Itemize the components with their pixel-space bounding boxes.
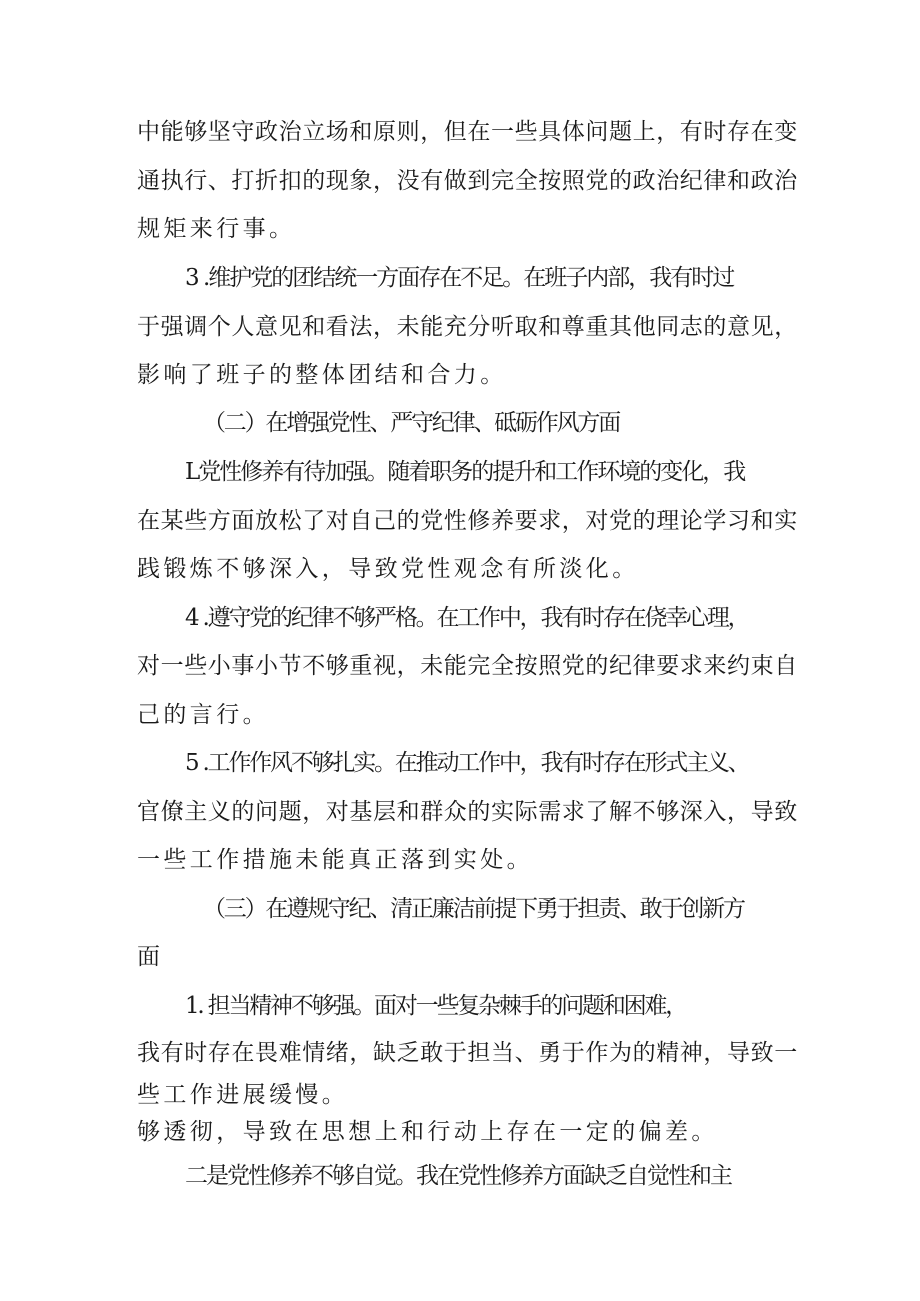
paragraph-line: 官僚主义的问题，对基层和群众的实际需求了解不够深入，导致 [137, 799, 798, 825]
paragraph-line: 规矩来行事。 [137, 216, 296, 242]
section-heading: （三）在遵规守纪、清正廉洁前提下勇于担责、敢于创新方 [203, 896, 744, 922]
paragraph-line: L党性修养有待加强。随着职务的提升和工作环境的变化，我 [185, 459, 745, 485]
paragraph-line: 己的言行。 [137, 702, 269, 728]
paragraph-line: 中能够坚守政治立场和原则，但在一些具体问题上，有时存在变 [137, 119, 798, 145]
paragraph-line: 通执行、打折扣的现象，没有做到完全按照党的政治纪律和政治 [137, 168, 798, 194]
paragraph-line: 于强调个人意见和看法，未能充分听取和尊重其他同志的意见， [137, 314, 798, 340]
section-heading-cont: 面 [137, 944, 164, 970]
paragraph-line: 影响了班子的整体团结和合力。 [137, 362, 507, 388]
paragraph-line: 我有时存在畏难情绪，缺乏敢于担当、勇于作为的精神，导致一 [137, 1040, 798, 1066]
paragraph-line: 践锻炼不够深入，导致党性观念有所淡化。 [137, 556, 639, 582]
paragraph-line: 些工作进展缓慢。 [137, 1082, 349, 1108]
paragraph-line: 对一些小事小节不够重视，未能完全按照党的纪律要求来约束自 [137, 653, 798, 679]
paragraph-line: 在某些方面放松了对自己的党性修养要求，对党的理论学习和实 [137, 508, 798, 534]
paragraph-line: 3 .维护党的团结统一方面存在不足。在班子内部，我有时过 [185, 265, 734, 291]
paragraph-line: 5 .工作作风不够扎实。在推动工作中，我有时存在形式主义、 [185, 750, 749, 776]
paragraph-line: 1. 担当精神不够强。面对一些复杂棘手的问题和困难， [185, 993, 687, 1019]
section-heading: （二）在增强党性、严守纪律、砥砺作风方面 [203, 410, 620, 436]
paragraph-line: 够透彻，导致在思想上和行动上存在一定的偏差。 [137, 1119, 718, 1145]
paragraph-line: 一些工作措施未能真正落到实处。 [137, 847, 533, 873]
paragraph-line: 二是党性修养不够自觉。我在党性修养方面缺乏自觉性和主 [185, 1163, 731, 1189]
paragraph-line: 4 .遵守党的纪律不够严格。在工作中，我有时存在侥幸心理， [185, 605, 749, 631]
